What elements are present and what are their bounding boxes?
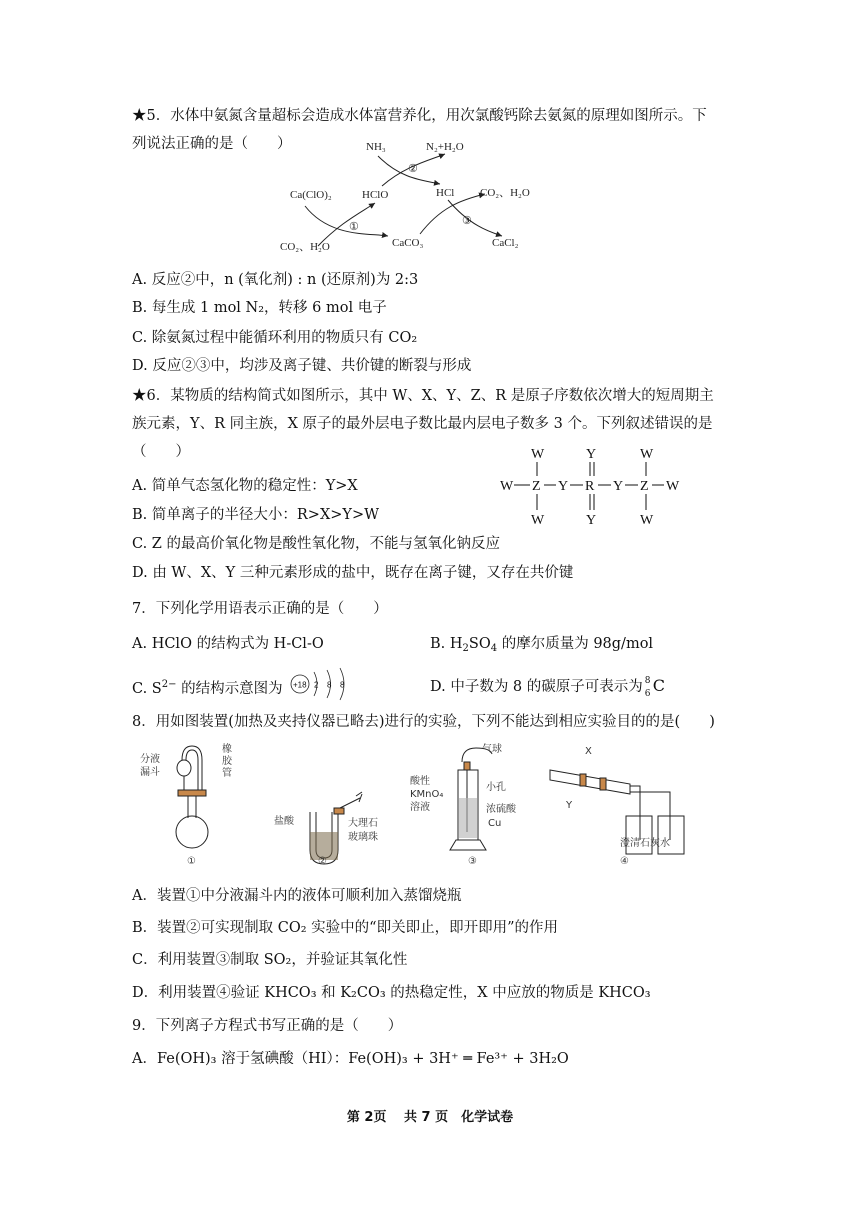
q6-stem-line1: ★6．某物质的结构简式如图所示，其中 W、X、Y、Z、R 是原子序数依次增大的短周期主 [132, 388, 714, 404]
q8-option-c: C．利用装置③制取 SO₂，并验证其氧化性 [132, 952, 408, 968]
q6-stem-line2: 族元素，Y、R 同主族，X 原子的最外层电子数比最内层电子数多 3 个。下列叙述错误的是 [132, 416, 713, 432]
q8-apparatus-figure [130, 740, 720, 872]
marble-label: 大理石 [348, 818, 378, 829]
step-3-mark: ③ [462, 215, 472, 227]
q7-option-c: C. $S^{2-}$ 的结构示意图为 [132, 679, 283, 697]
co2h2o-bottom-label: CO₂、H₂O [280, 241, 330, 253]
q8-option-d: D．利用装置④验证 KHCO₃ 和 K₂CO₃ 的热稳定性，X 中应放的物质是 KHCO₃ [132, 985, 651, 1001]
co2h2o-top-label: CO₂、H₂O [480, 187, 530, 199]
atom-y-right: Y [613, 479, 624, 494]
atom-z-right: Z [640, 479, 649, 494]
q9-option-a: A．Fe(OH)₃ 溶于氢碘酸（HI）：Fe(OH)₃ + 3H⁺ ═ Fe³⁺ + 3H₂O [132, 1051, 569, 1067]
balloon-label: 气球 [482, 744, 502, 755]
sulfuric-acid-label: 浓硫酸 [486, 804, 516, 815]
cacl2-label: CaCl₂ [492, 237, 519, 249]
atomic-number: 6 [644, 689, 651, 699]
sulfide-ion-structure-diagram [288, 666, 360, 702]
q6-option-d: D. 由 W、X、Y 三种元素形成的盐中，既存在离子键，又存在共价键 [132, 565, 574, 581]
y-label: Y [566, 800, 573, 811]
q5-option-d: D. 反应②③中，均涉及离子键、共价键的断裂与形成 [132, 358, 472, 374]
nh3-label: NH₃ [366, 141, 386, 153]
apparatus-3-number: ③ [468, 856, 477, 867]
apparatus-2-number: ② [318, 856, 327, 867]
atom-y-top: Y [586, 447, 597, 462]
kmno4-label-3: 溶液 [410, 802, 430, 813]
atom-w-bottom-left: W [531, 513, 545, 528]
q7-option-a: A. HClO 的结构式为 H-Cl-O [132, 636, 324, 652]
q8-stem: 8．用如图装置(加热及夹持仪器已略去)进行的实验，下列不能达到相应实验目的的是( ) [132, 714, 715, 730]
atom-w-top-right: W [640, 447, 654, 462]
rubber-label-1: 橡 [222, 744, 232, 755]
q9-stem: 9．下列离子方程式书写正确的是（ ） [132, 1018, 403, 1034]
atom-y-left: Y [558, 479, 569, 494]
atom-r: R [585, 479, 595, 494]
atom-z-left: Z [532, 479, 541, 494]
q6-option-b: B. 简单离子的半径大小：R>X>Y>W [132, 507, 380, 523]
nucleus-charge: +18 [293, 680, 307, 690]
atom-w-right: W [666, 479, 680, 494]
caclo2-label: Ca(ClO)₂ [290, 189, 332, 201]
q5-stem-line2: 列说法正确的是（ ） [132, 136, 292, 152]
hclo-label: HClO [362, 189, 389, 201]
hcl-label: HCl [436, 187, 455, 199]
q5-option-a: A. 反应②中，n (氧化剂) : n (还原剂)为 2:3 [132, 272, 419, 288]
shell-2: 8 [327, 680, 332, 690]
apparatus-4-number: ④ [620, 856, 629, 867]
q5-option-c: C. 除氨氮过程中能循环利用的物质只有 CO₂ [132, 330, 418, 346]
arrow-3-lower [448, 200, 502, 236]
kmno4-label-1: 酸性 [410, 776, 430, 787]
page-footer: 第 2页 共 7 页 化学试卷 [346, 1110, 514, 1125]
rubber-label-2: 胶 [222, 756, 232, 767]
q8-option-b: B．装置②可实现制取 CO₂ 实验中的“即关即止，即开即用”的作用 [132, 920, 558, 936]
q7-option-b: B. $H_2SO_4$ 的摩尔质量为 98g/mol [430, 636, 654, 654]
shell-1: 2 [314, 680, 319, 690]
carbon-symbol: C [652, 676, 666, 695]
atom-y-bottom: Y [586, 513, 597, 528]
acid-label: 盐酸 [274, 816, 294, 827]
funnel-label-2: 漏斗 [140, 767, 160, 778]
n2h2o-label: N₂+H₂O [426, 141, 464, 153]
caco3-label: CaCO₃ [392, 237, 424, 249]
funnel-label-1: 分液 [140, 754, 160, 765]
atom-w-left: W [500, 479, 514, 494]
shell-3: 8 [340, 680, 345, 690]
q7-option-d: D. 中子数为 8 的碳原子可表示为 8 6 C [430, 675, 665, 697]
arrow-3-upper [420, 194, 485, 234]
q7-stem: 7．下列化学用语表示正确的是（ ） [132, 601, 388, 617]
limewater-label: 澄清石灰水 [620, 838, 670, 849]
x-label: X [585, 746, 592, 757]
q6-option-c: C. Z 的最高价氧化物是酸性氧化物，不能与氢氧化钠反应 [132, 536, 500, 552]
mass-number: 8 [644, 676, 651, 686]
apparatus-1 [176, 746, 208, 848]
q5-stem-line1: ★5．水体中氨氮含量超标会造成水体富营养化，用次氯酸钙除去氨氮的原理如图所示。下 [132, 108, 707, 124]
atom-w-bottom-right: W [640, 513, 654, 528]
test-tube-liquid [459, 798, 477, 838]
kmno4-label-2: KMnO₄ [410, 789, 444, 800]
rubber-label-3: 管 [222, 768, 232, 779]
q8-option-a: A．装置①中分液漏斗内的液体可顺利加入蒸馏烧瓶 [132, 888, 462, 904]
beads-label: 玻璃珠 [348, 832, 378, 843]
step-1-mark: ① [349, 221, 359, 233]
atom-w-top-left: W [531, 447, 545, 462]
cu-label: Cu [488, 818, 502, 829]
q6-stem-line3: （ ） [132, 444, 190, 460]
apparatus-1-number: ① [187, 856, 196, 867]
q5-option-b: B. 每生成 1 mol N₂，转移 6 mol 电子 [132, 300, 387, 316]
hole-label: 小孔 [486, 782, 506, 793]
q6-option-a: A. 简单气态氢化物的稳定性：Y>X [132, 478, 358, 494]
q5-reaction-diagram [270, 128, 570, 256]
q6-structure-formula [498, 440, 698, 532]
step-2-mark: ② [408, 163, 418, 175]
